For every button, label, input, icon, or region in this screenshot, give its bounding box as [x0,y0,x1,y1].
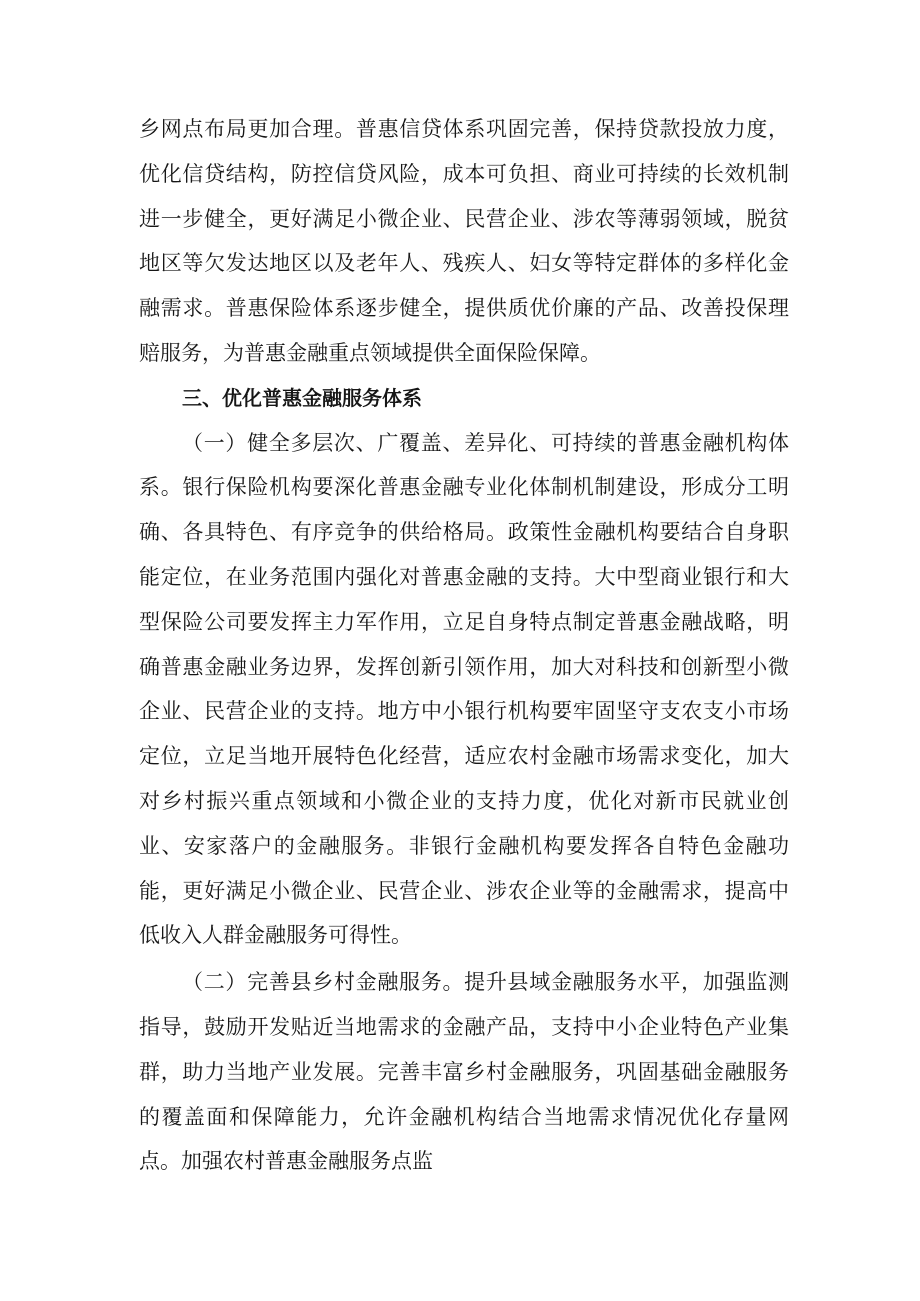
paragraph-county-village-services: （二）完善县乡村金融服务。提升县域金融服务水平，加强监测指导，鼓励开发贴近当地需求的金融产品，支持中小企业特色产业集群，助力当地产业发展。完善丰富乡村金融服务，巩固基础金融服务的覆盖面和保障能力，允许金融机构结合当地需求情况优化存量网点。加强农村普惠金融服务点监 [139,970,789,1174]
section-heading-optimize-service-system: 三、优化普惠金融服务体系 [182,385,422,410]
document-body [139,107,789,1184]
paragraph-intro-continued: 乡网点布局更加合理。普惠信贷体系巩固完善，保持贷款投放力度，优化信贷结构，防控信贷风险，成本可负担、商业可持续的长效机制进一步健全，更好满足小微企业、民营企业、涉农等薄弱领域，脱贫地区等欠发达地区以及老年人、残疾人、妇女等特定群体的多样化金融需求。普惠保险体系逐步健全，提供质优价廉的产品、改善投保理赔服务，为普惠金融重点领域提供全面保险保障。 [139,117,789,365]
paragraph-institution-system: （一）健全多层次、广覆盖、差异化、可持续的普惠金融机构体系。银行保险机构要深化普惠金融专业化体制机制建设，形成分工明确、各具特色、有序竞争的供给格局。政策性金融机构要结合自身职能定位，在业务范围内强化对普惠金融的支持。大中型商业银行和大型保险公司要发挥主力军作用，立足自身特点制定普惠金融战略，明确普惠金融业务边界，发挥创新引领作用，加大对科技和创新型小微企业、民营企业的支持。地方中小银行机构要牢固坚守支农支小市场定位，立足当地开展特色化经营，适应农村金融市场需求变化，加大对乡村振兴重点领域和小微企业的支持力度，优化对新市民就业创业、安家落户的金融服务。非银行金融机构要发挥各自特色金融功能，更好满足小微企业、民营企业、涉农企业等的金融需求，提高中低收入人群金融服务可得性。 [139,430,789,948]
